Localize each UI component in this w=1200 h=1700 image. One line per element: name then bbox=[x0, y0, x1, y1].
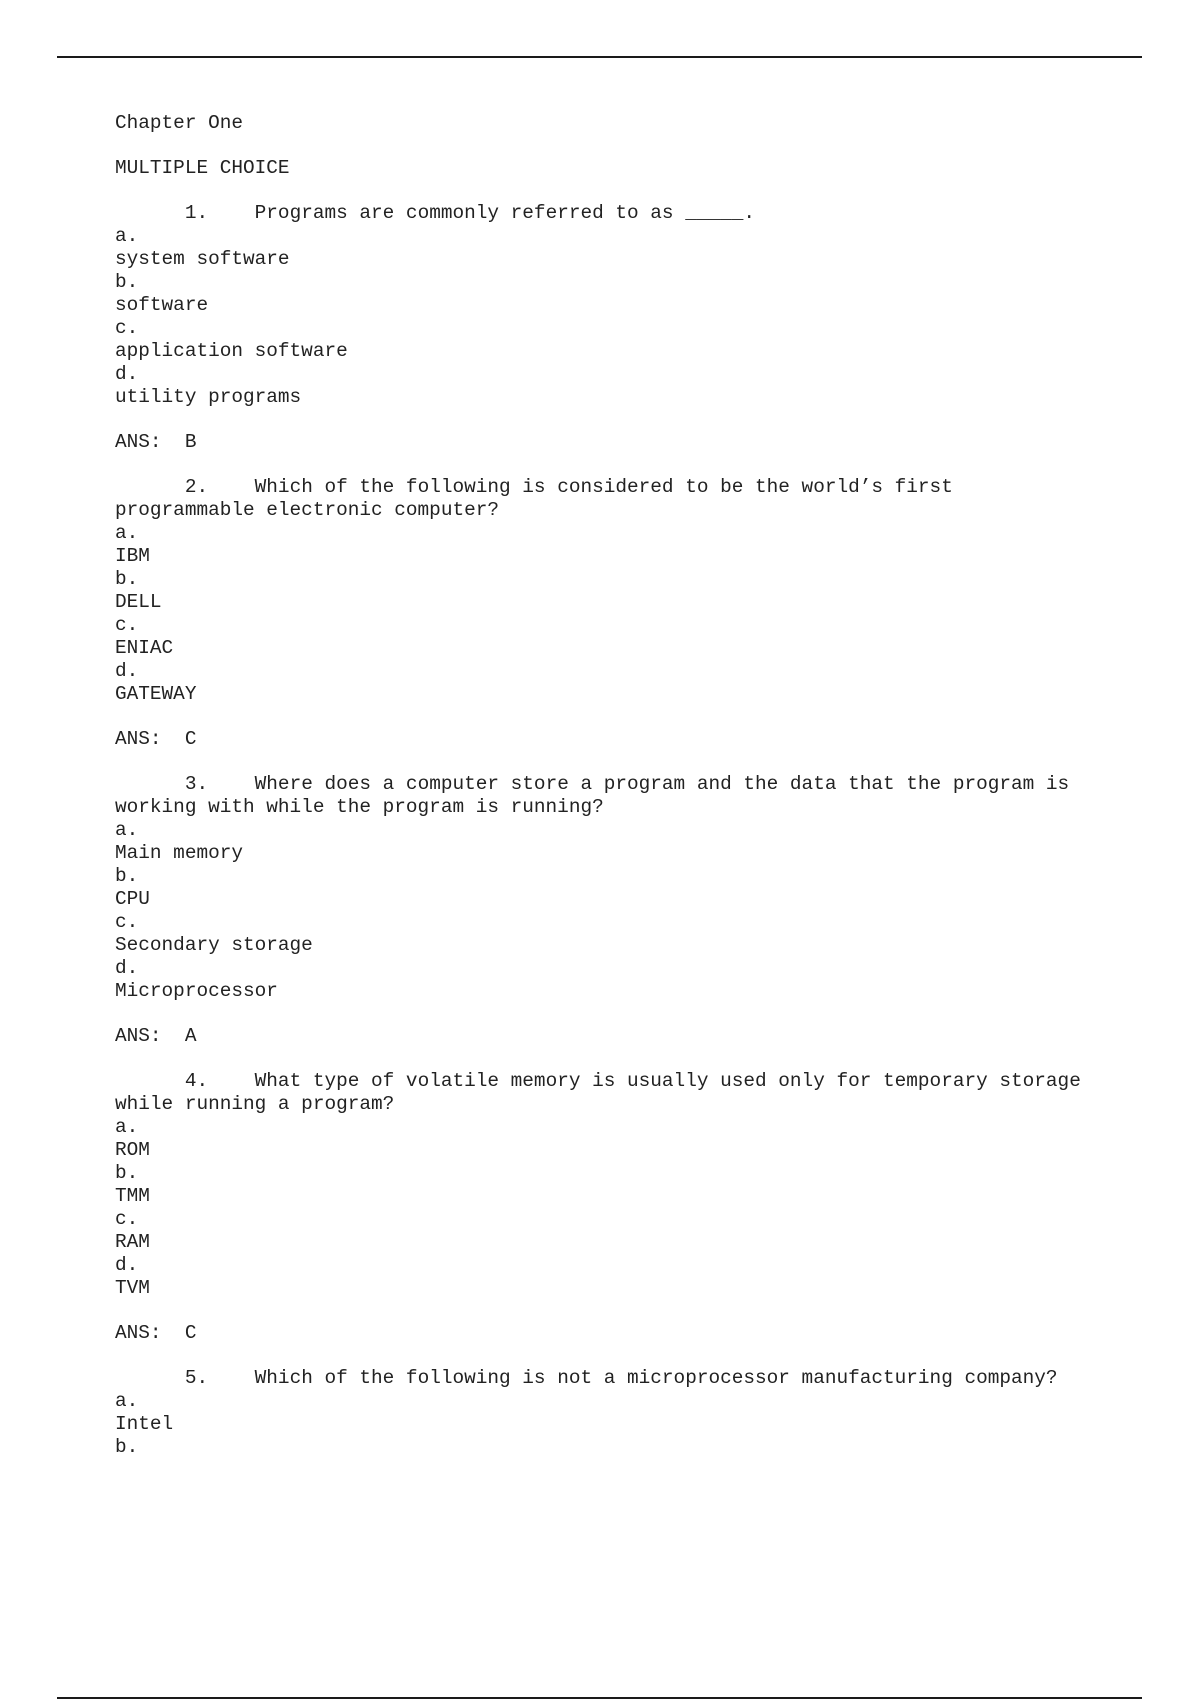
document-body bbox=[115, 112, 1155, 1459]
question-2-stem bbox=[115, 476, 1155, 499]
option-letter: b. bbox=[115, 568, 139, 590]
spacer bbox=[115, 1300, 1155, 1322]
option-letter: a. bbox=[115, 1116, 139, 1138]
spacer bbox=[115, 706, 1155, 728]
spacer bbox=[115, 135, 1155, 157]
option-text: software bbox=[115, 294, 209, 316]
question-1-stem bbox=[115, 202, 1155, 225]
option-text: IBM bbox=[115, 545, 150, 567]
question-text-continued: working with while the program is running? bbox=[115, 796, 604, 818]
option-letter: c. bbox=[115, 1208, 139, 1230]
question-text: Which of the following is considered to be the world’s first bbox=[254, 476, 953, 498]
answer-value: C bbox=[184, 1322, 197, 1344]
option-letter: d. bbox=[115, 1254, 139, 1276]
option-text: Secondary storage bbox=[115, 934, 313, 956]
option-text: Microprocessor bbox=[115, 980, 278, 1002]
spacer bbox=[115, 1003, 1155, 1025]
answer-label: ANS: bbox=[115, 1025, 162, 1047]
option-text: ROM bbox=[115, 1139, 150, 1161]
question-number: 3. bbox=[184, 773, 209, 795]
option-letter: c. bbox=[115, 911, 139, 933]
option-letter: a. bbox=[115, 1390, 139, 1412]
answer-line bbox=[115, 431, 1155, 454]
question-3 bbox=[115, 773, 1155, 1070]
spacer bbox=[115, 751, 1155, 773]
spacer bbox=[115, 1048, 1155, 1070]
option-letter: d. bbox=[115, 363, 139, 385]
answer-line bbox=[115, 728, 1155, 751]
answer-label: ANS: bbox=[115, 1322, 162, 1344]
spacer bbox=[115, 1345, 1155, 1367]
question-number: 2. bbox=[184, 476, 209, 498]
answer-line bbox=[115, 1025, 1155, 1048]
option-text: DELL bbox=[115, 591, 162, 613]
option-letter: b. bbox=[115, 1436, 139, 1458]
question-text-continued: programmable electronic computer? bbox=[115, 499, 499, 521]
answer-label: ANS: bbox=[115, 431, 162, 453]
question-text: What type of volatile memory is usually used only for temporary storage bbox=[254, 1070, 1081, 1092]
question-5-stem bbox=[115, 1367, 1155, 1390]
spacer bbox=[115, 409, 1155, 431]
question-4 bbox=[115, 1070, 1155, 1367]
question-text-continued: while running a program? bbox=[115, 1093, 395, 1115]
question-number: 4. bbox=[184, 1070, 209, 1092]
option-letter: d. bbox=[115, 957, 139, 979]
question-number: 5. bbox=[184, 1367, 209, 1389]
option-text: utility programs bbox=[115, 386, 302, 408]
chapter-title: Chapter One bbox=[115, 112, 243, 134]
section-heading: MULTIPLE CHOICE bbox=[115, 157, 290, 179]
option-letter: a. bbox=[115, 819, 139, 841]
option-text: GATEWAY bbox=[115, 683, 197, 705]
option-text: system software bbox=[115, 248, 290, 270]
answer-value: C bbox=[184, 728, 197, 750]
option-letter: b. bbox=[115, 865, 139, 887]
question-text: Which of the following is not a microprocessor manufacturing company? bbox=[254, 1367, 1058, 1389]
top-rule bbox=[57, 56, 1142, 58]
option-text: RAM bbox=[115, 1231, 150, 1253]
option-text: CPU bbox=[115, 888, 150, 910]
option-letter: c. bbox=[115, 614, 139, 636]
option-letter: a. bbox=[115, 225, 139, 247]
question-text: Programs are commonly referred to as _____. bbox=[254, 202, 756, 224]
option-letter: b. bbox=[115, 271, 139, 293]
question-3-stem bbox=[115, 773, 1155, 796]
answer-value: A bbox=[184, 1025, 197, 1047]
question-number: 1. bbox=[184, 202, 209, 224]
question-1 bbox=[115, 202, 1155, 476]
option-letter: a. bbox=[115, 522, 139, 544]
bottom-rule bbox=[57, 1697, 1142, 1699]
option-letter: c. bbox=[115, 317, 139, 339]
answer-line bbox=[115, 1322, 1155, 1345]
spacer bbox=[115, 454, 1155, 476]
question-5 bbox=[115, 1367, 1155, 1459]
option-text: Intel bbox=[115, 1413, 174, 1435]
question-2 bbox=[115, 476, 1155, 773]
option-text: application software bbox=[115, 340, 348, 362]
option-text: ENIAC bbox=[115, 637, 174, 659]
option-text: TMM bbox=[115, 1185, 150, 1207]
answer-label: ANS: bbox=[115, 728, 162, 750]
option-text: TVM bbox=[115, 1277, 150, 1299]
option-letter: d. bbox=[115, 660, 139, 682]
question-4-stem bbox=[115, 1070, 1155, 1093]
answer-value: B bbox=[184, 431, 197, 453]
option-letter: b. bbox=[115, 1162, 139, 1184]
option-text: Main memory bbox=[115, 842, 243, 864]
question-text: Where does a computer store a program and the data that the program is bbox=[254, 773, 1070, 795]
spacer bbox=[115, 180, 1155, 202]
